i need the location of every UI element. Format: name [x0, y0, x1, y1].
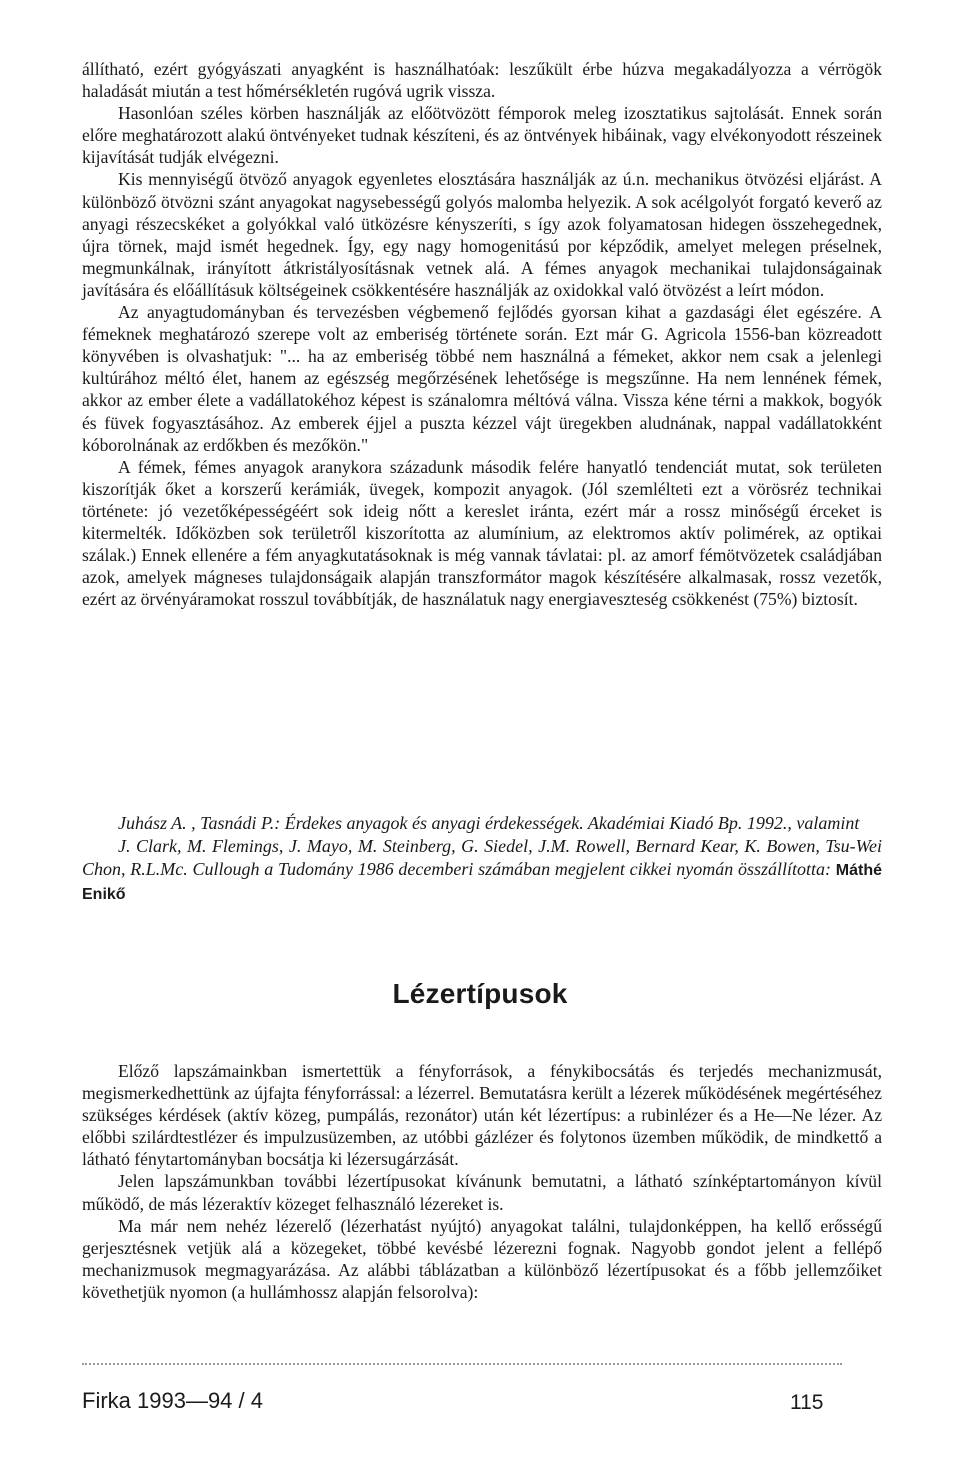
article-body	[82, 1060, 882, 1303]
page-number: 115	[790, 1391, 824, 1414]
article-continuation	[82, 58, 882, 610]
paragraph: Hasonlóan széles körben használják az előötvözött fémporok meleg izosztatikus sajtolását. Ennek során előre meghatározott alakú öntvényeket tudnak készíteni, és az öntvények hibáinak, vagy elvékonyodott részeinek kijavítását tudják elvégezni.	[82, 103, 882, 168]
source-line: Juhász A. , Tasnádi P.: Érdekes anyagok és anyagi érdekességek. Akadémiai Kiadó Bp. 1992., valamint	[118, 813, 860, 833]
journal-issue: Firka 1993—94 / 4	[82, 1388, 263, 1413]
paragraph: A fémek, fémes anyagok aranykora századunk második felére hanyatló tendenciát mutat, sok területen kiszorítják őket a korszerű kerámiák, üvegek, kompozit anyagok. (Jól szemlélteti ezt a vörösréz technikai története: jó vezetőképességéért sok ideig nőtt a kereslet iránta, ezért már a rossz minőségű érceket is kitermelték. Időközben sok területről kiszorította az alumínium, az elektromos aktív polimérek, az optikai szálak.) Ennek ellenére a fém anyagkutatásoknak is még vannak távlatai: pl. az amorf fémötvözetek családjában azok, amelyek mágneses tulajdonságaik alapján transzformátor magok készítésére alkalmasak, rossz vezetők, ezért az örvényáramokat rosszul továbbítják, de használatuk nagy energiaveszteség csökkenést (75%) biztosít.	[82, 456, 882, 610]
source-text: J. Clark, M. Flemings, J. Mayo, M. Steinberg, G. Siedel, J.M. Rowell, Bernard Kear, K. Bowen, Tsu-Wei Chon, R.L.Mc. Cullough a Tudomány 1986 decemberi számában megjelent cikkei nyomán összállította:	[82, 836, 882, 879]
source-line	[82, 835, 882, 906]
paragraph: Jelen lapszámunkban további lézertípusokat kívánunk bemutatni, a látható színképtartományon kívül működő, de más lézeraktív közeget felhasználó lézereket is.	[82, 1171, 882, 1214]
footer-divider	[82, 1363, 842, 1365]
paragraph: állítható, ezért gyógyászati anyagként is használhatóak: leszűkült érbe húzva megakadályozza a vérrögök haladását miután a test hőmérsékletén rugóvá ugrik vissza.	[82, 59, 882, 102]
paragraph: Ma már nem nehéz lézerelő (lézerhatást nyújtó) anyagokat találni, tulajdonképpen, ha kellő erősségű gerjesztésnek vetjük alá a közegeket, többé kevésbé lézerezni fognak. Nagyobb gondot jelent a fellépő mechanizmusok megmagyarázása. Az alábbi táblázatban a különböző lézertípusokat és a főbb jellemzőiket követhetjük nyomon (a hullámhossz alapján felsorolva):	[82, 1215, 882, 1302]
paragraph: Az anyagtudományban és tervezésben végbemenő fejlődés gyorsan kihat a gazdasági élet egészére. A fémeknek meghatározó szerepe volt az emberiség története során. Ezt már G. Agricola 1556-ban közreadott könyvében is olvashatjuk: "... ha az emberiség többé nem használná a fémeket, akkor nem csak a jelenlegi kultúrához méltó élet, hanem az egészség megőrzésének lehetősége is megszűnne. Ha nem lennének fémek, akkor az ember élete a vadállatokéhoz képest is szánalomra méltóvá válna. Vissza kéne térni a makkok, bogyók és füvek fogyasztásához. Az emberek éjjel a puszta kézzel vájt üregekben aludnának, nappal vadállatokként kóborolnának az erdőkben és mezőkön."	[82, 302, 882, 455]
author-name: Máthé Enikő	[82, 862, 883, 903]
source-references	[82, 812, 882, 906]
article-title: Lézertípusok	[392, 978, 568, 1009]
paragraph: Kis mennyiségű ötvöző anyagok egyenletes elosztására használják az ú.n. mechanikus ötvözési eljárást. A különböző ötvözni szánt anyagokat nagysebességű golyós malomba helyezik. A sok acélgolyót forgató keverő az anyagi részecskéket a golyókkal való ütközésre kényszeríti, s így azok folyamatosan hidegen összehegednek, újra törnek, majd ismét hegednek. Így, egy nagy homogenitású por képződik, amelyet melegen préselnek, megmunkálnak, irányított átkristályosításnak vetnek alá. A fémes anyagok mechanikai tulajdonságainak javítására és előállításuk költségeinek csökkentésére használják az oxidokkal való ötvözést a leírt módon.	[82, 169, 882, 300]
paragraph: Előző lapszámainkban ismertettük a fényforrások, a fénykibocsátás és terjedés mechanizmusát, megismerkedhettünk az újfajta fényforrással: a lézerrel. Bemutatásra került a lézerek működésének megértéséhez szükséges kérdések (aktív közeg, pumpálás, rezonátor) után két lézertípus: a rubinlézer és a He—Ne lézer. Az előbbi szilárdtestlézer és impulzusüzemben, az utóbbi gázlézer és folytonos üzemben működik, de mindkettő a látható fénytartományban bocsátja ki lézersugárzását.	[82, 1061, 882, 1170]
